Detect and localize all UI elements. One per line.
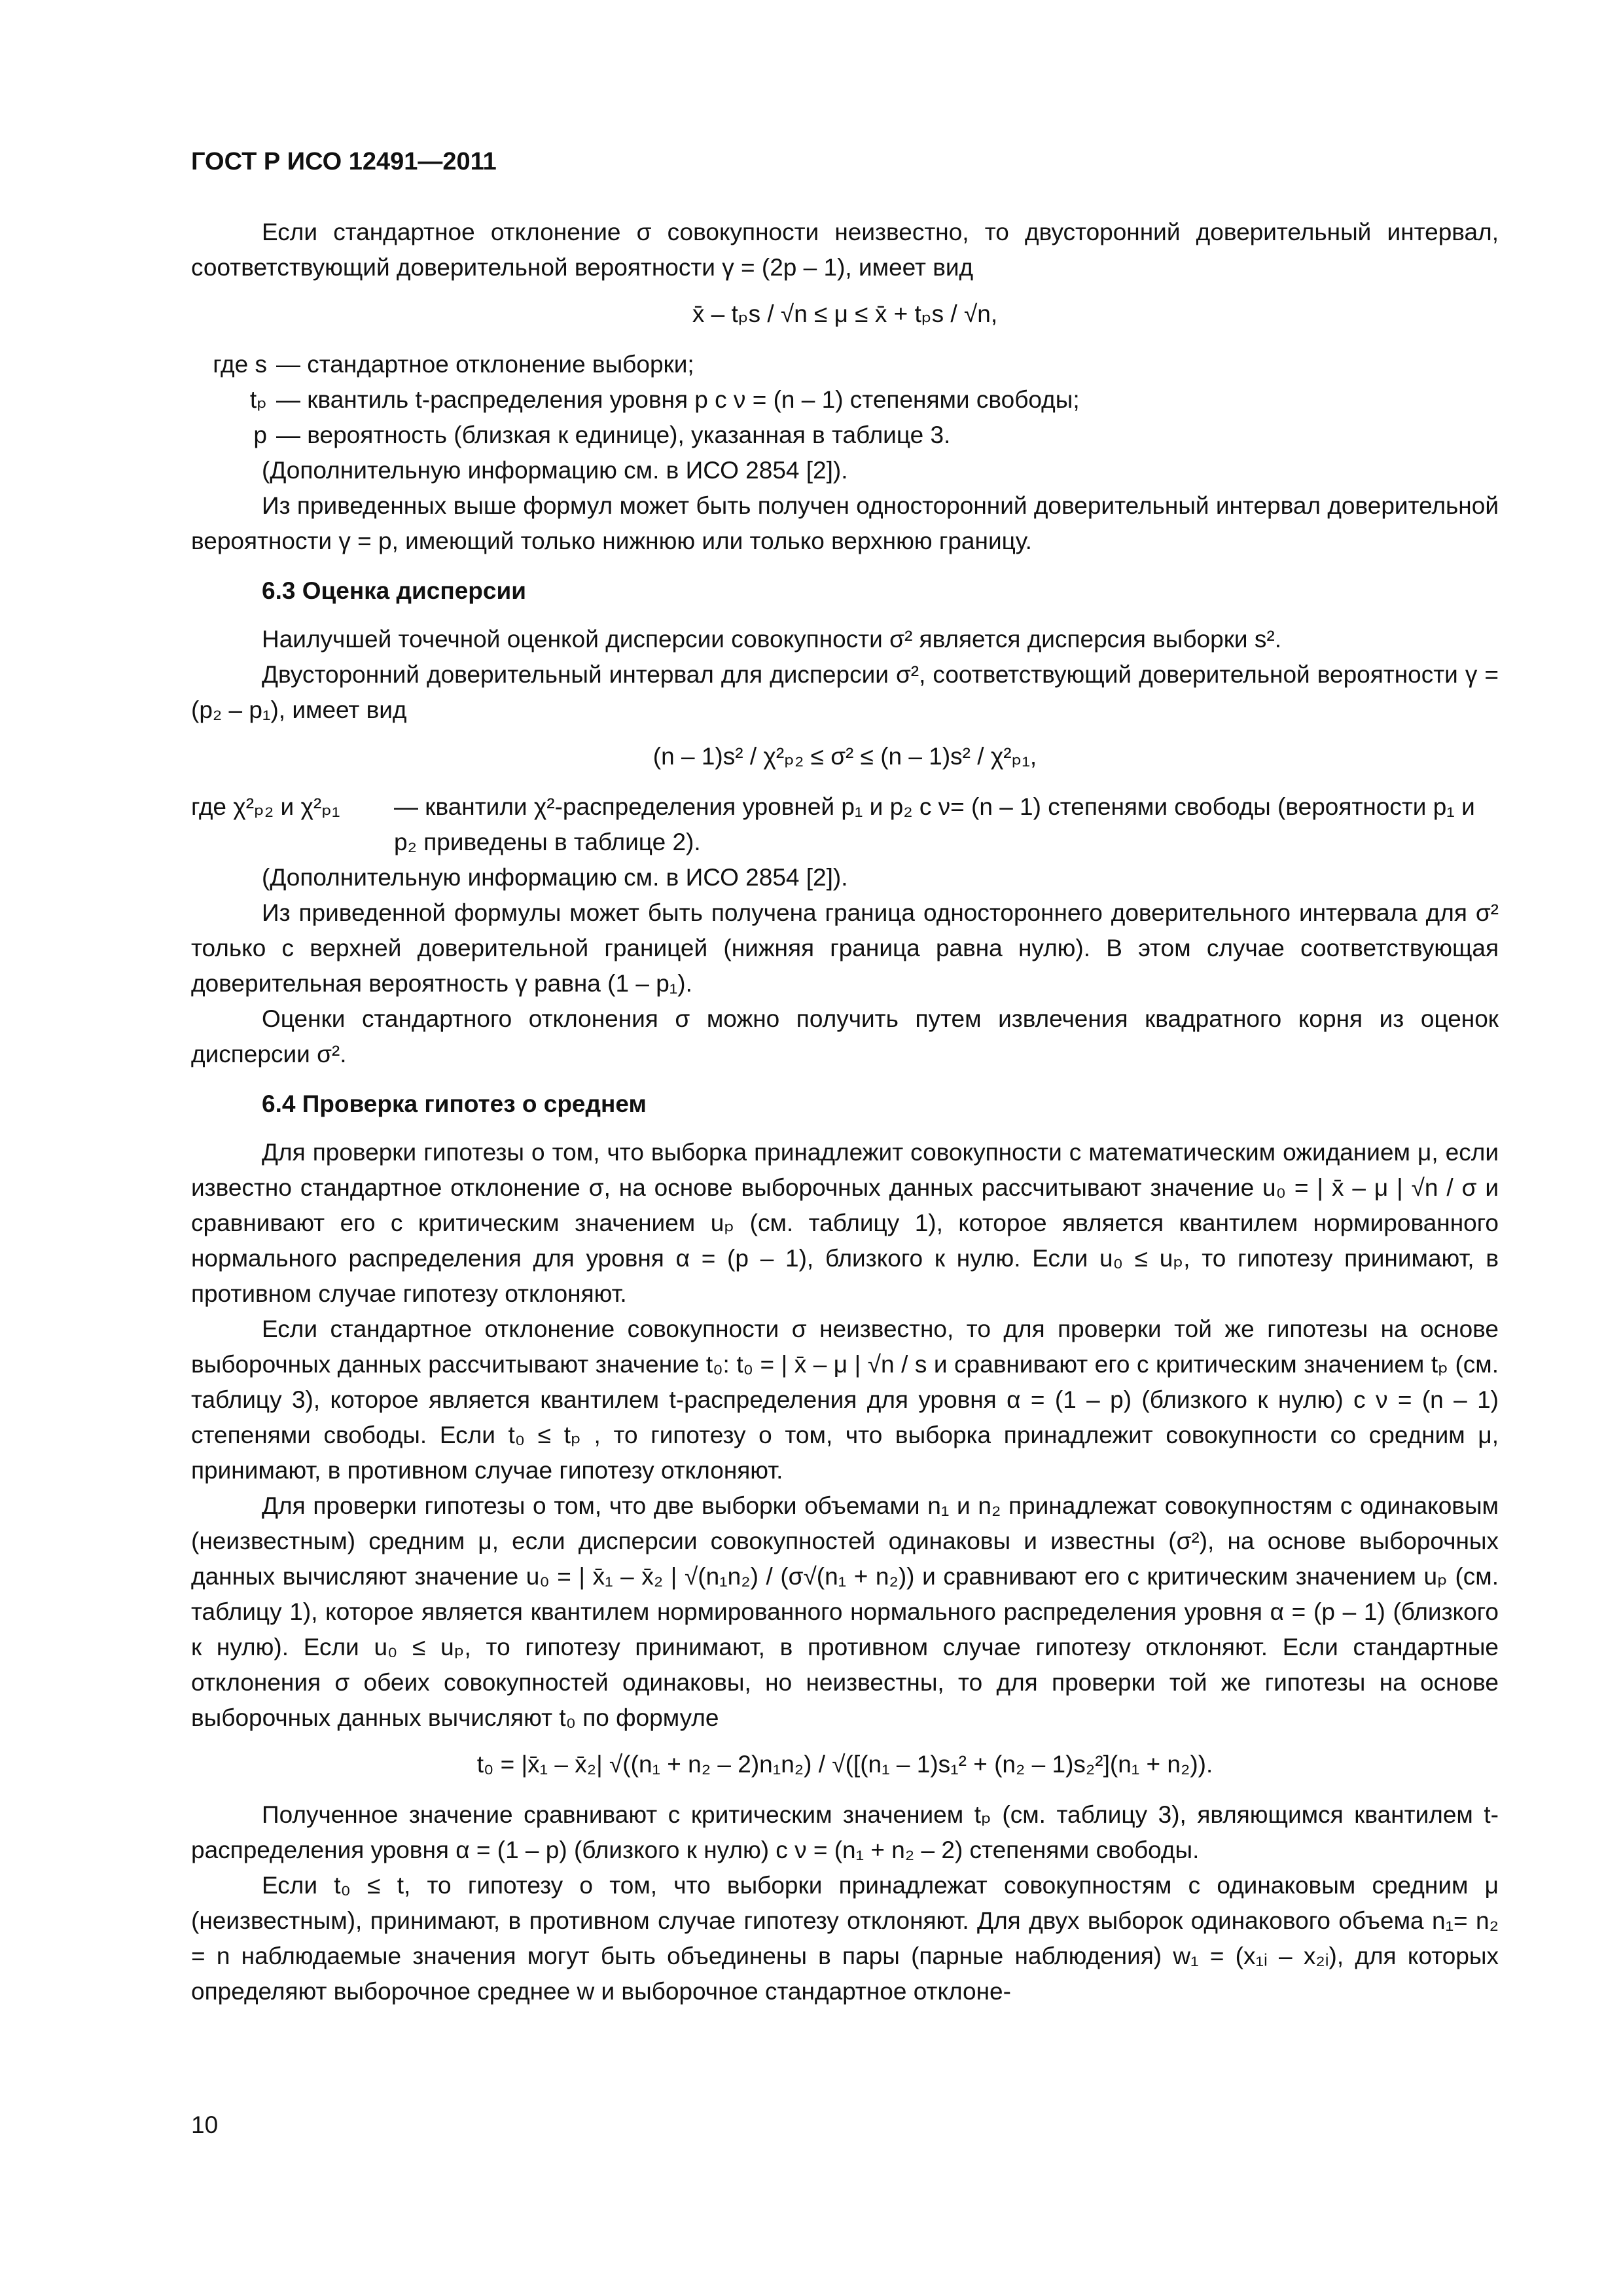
formula-t0: t₀ = |x̄₁ – x̄₂| √((n₁ + n₂ – 2)n₁n₂) / √([(n₁ – 1)s₁² + (n₂ – 1)s₂²](n₁ + n₂)).: [476, 1751, 1213, 1778]
definitions-list: [191, 347, 1499, 453]
definition-desc: — квантиль t-распределения уровня p с ν = (n – 1) степенями свободы;: [276, 386, 1080, 413]
definition-row: [191, 347, 1499, 382]
definition-row: [191, 418, 1499, 453]
section-heading-6-4: 6.4 Проверка гипотез о среднем: [262, 1090, 647, 1117]
formula-confidence-interval-mean: x̄ – tₚs / √n ≤ μ ≤ x̄ + tₚs / √n,: [692, 300, 998, 327]
paragraph: Если стандартное отклонение совокупности σ неизвестно, то для проверки той же гипотезы на основе выборочных данных рассчитывают значение t₀: t₀ = | x̄ – μ | √n / s и сравнивают его с критическим значением tₚ (см. таблицу 3), которое является квантилем t-распределения для уровня α = (1 – p) (близкого к нулю) с ν = (n – 1) степенями свободы. Если t₀ ≤ tₚ , то гипотезу о том, что выборка принадлежит совокупности со средним μ, принимают, в противном случае гипотезу отклоняют.: [191, 1316, 1499, 1484]
definition-row: [191, 789, 1499, 860]
paragraph: Полученное значение сравнивают с критическим значением tₚ (см. таблицу 3), являющимся квантилем t-распределения уровня α = (1 – p) (близкого к нулю) с ν = (n₁ + n₂ – 2) степенями свободы.: [191, 1801, 1499, 1863]
definition-row: [191, 382, 1499, 418]
definition-term: где χ²ₚ₂ и χ²ₚ₁: [191, 793, 340, 820]
formula-variance-interval: (n – 1)s² / χ²ₚ₂ ≤ σ² ≤ (n – 1)s² / χ²ₚ₁,: [652, 743, 1037, 770]
definition-term: tₚ: [249, 386, 267, 413]
definition-term: p: [253, 422, 267, 448]
paragraph: Оценки стандартного отклонения σ можно получить путем извлечения квадратного корня из оценок дисперсии σ².: [191, 1005, 1499, 1067]
definition-desc: — вероятность (близкая к единице), указанная в таблице 3.: [276, 422, 951, 448]
paragraph: Если t₀ ≤ t, то гипотезу о том, что выборки принадлежат совокупностям с одинаковым средним μ (неизвестным), принимают, в противном случае гипотезу отклоняют. Для двух выборок одинакового объема n₁= n₂ = n наблюдаемые значения могут быть объединены в пары (парные наблюдения) w₁ = (x₁ᵢ – x₂ᵢ), для которых определяют выборочное среднее w и выборочное стандартное отклоне-: [191, 1872, 1499, 2005]
definition-term: где s: [213, 351, 267, 378]
page-number: 10: [191, 2111, 219, 2138]
paragraph: Для проверки гипотезы о том, что две выборки объемами n₁ и n₂ принадлежат совокупностям с одинаковым (неизвестным) средним μ, если дисперсии совокупностей одинаковы и известны (σ²), на основе выборочных данных вычисляют значение u₀ = | x̄₁ – x̄₂ | √(n₁n₂) / (σ√(n₁ + n₂)) и сравнивают его с критическим значением uₚ (см. таблицу 1), которое является квантилем нормированного нормального распределения уровня α = (p – 1) (близкого к нулю). Если u₀ ≤ uₚ, то гипотезу принимают, в противном случае гипотезу отклоняют. Если стандартные отклонения σ обеих совокупностей одинаковы, но неизвестны, то для проверки той же гипотезы на основе выборочных данных вычисляют t₀ по формуле: [191, 1492, 1499, 1731]
document-page: [191, 144, 1499, 2009]
paragraph: Если стандартное отклонение σ совокупности неизвестно, то двусторонний доверительный интервал, соответствующий доверительной вероятности γ = (2p – 1), имеет вид: [191, 219, 1499, 281]
paragraph: Для проверки гипотезы о том, что выборка принадлежит совокупности с математическим ожиданием μ, если известно стандартное отклонение σ, на основе выборочных данных рассчитывают значение u₀ = | x̄ – μ | √n / σ и сравнивают его с критическим значением uₚ (см. таблицу 1), которое является квантилем нормированного нормального распределения для уровня α = (p – 1), близкого к нулю. Если u₀ ≤ uₚ, то гипотезу принимают, в противном случае гипотезу отклоняют.: [191, 1139, 1499, 1307]
document-header: ГОСТ Р ИСО 12491—2011: [191, 148, 497, 175]
paragraph: Из приведенной формулы может быть получена граница одностороннего доверительного интервала для σ² только с верхней доверительной границей (нижняя граница равна нулю). В этом случае соответствующая доверительная вероятность γ равна (1 – p₁).: [191, 899, 1499, 997]
paragraph: (Дополнительную информацию см. в ИСО 2854 [2]).: [262, 457, 848, 484]
definition-desc: — квантили χ²-распределения уровней p₁ и p₂ с ν= (n – 1) степенями свободы (вероятности p₁ и p₂ приведены в таблице 2).: [394, 793, 1475, 855]
paragraph: Наилучшей точечной оценкой дисперсии совокупности σ² является дисперсия выборки s².: [262, 626, 1281, 653]
paragraph: Двусторонний доверительный интервал для дисперсии σ², соответствующий доверительной вероятности γ = (p₂ – p₁), имеет вид: [191, 661, 1499, 723]
definition-desc: — стандартное отклонение выборки;: [276, 351, 694, 378]
paragraph: (Дополнительную информацию см. в ИСО 2854 [2]).: [262, 864, 848, 891]
section-heading-6-3: 6.3 Оценка дисперсии: [262, 577, 526, 604]
paragraph: Из приведенных выше формул может быть получен односторонний доверительный интервал доверительной вероятности γ = p, имеющий только нижнюю или только верхнюю границу.: [191, 492, 1499, 554]
